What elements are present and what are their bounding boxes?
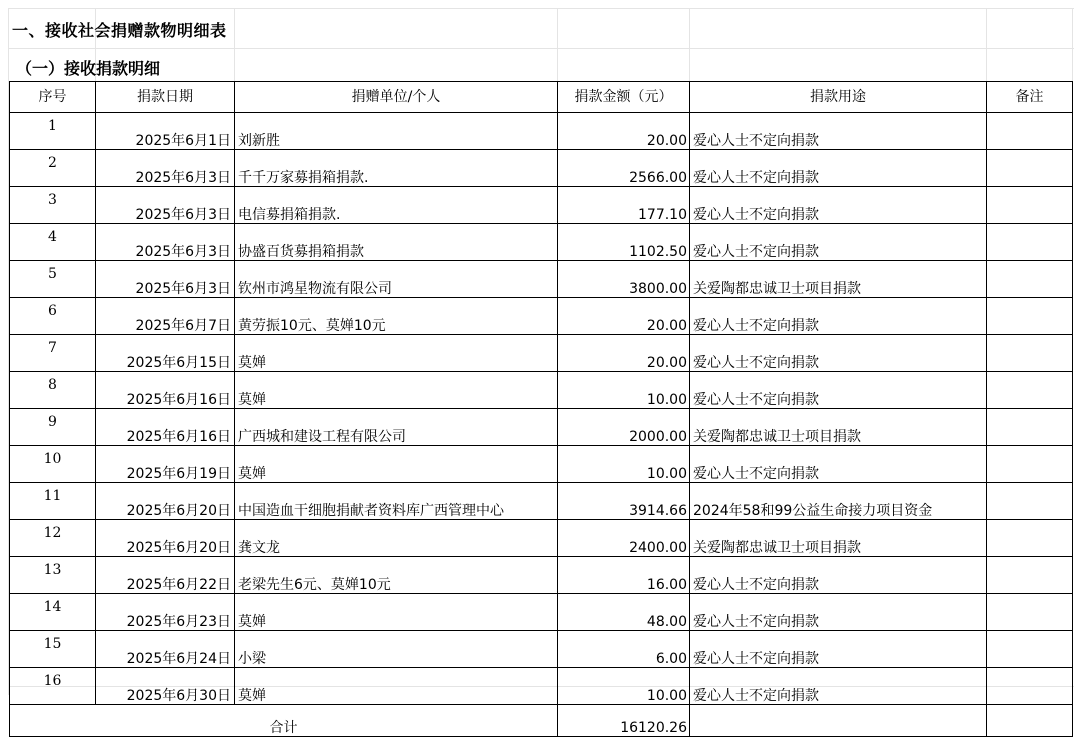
- donation-purpose: 爱心人士不定向捐款: [690, 668, 987, 705]
- donation-note: [987, 594, 1073, 631]
- section-subtitle: （一）接收捐款明细: [16, 59, 161, 78]
- row-number: 7: [10, 335, 96, 372]
- donor-name: 莫婵: [235, 668, 558, 705]
- donation-note: [987, 298, 1073, 335]
- table-row: [10, 446, 1073, 483]
- donation-amount: 2400.00: [558, 520, 690, 557]
- row-number: 5: [10, 261, 96, 298]
- donation-note: [987, 557, 1073, 594]
- donation-amount: 48.00: [558, 594, 690, 631]
- row-number: 8: [10, 372, 96, 409]
- donor-name: 黄劳振10元、莫婵10元: [235, 298, 558, 335]
- donation-purpose: 爱心人士不定向捐款: [690, 594, 987, 631]
- donation-amount: 3800.00: [558, 261, 690, 298]
- row-number: 6: [10, 298, 96, 335]
- donation-date: 2025年6月20日: [96, 483, 235, 520]
- column-header-amount: 捐款金额（元）: [558, 82, 690, 113]
- donation-note: [987, 261, 1073, 298]
- table-row: [10, 224, 1073, 261]
- table-row: [10, 557, 1073, 594]
- table-row: [10, 335, 1073, 372]
- donation-note: [987, 631, 1073, 668]
- row-number: 12: [10, 520, 96, 557]
- donation-amount: 20.00: [558, 298, 690, 335]
- row-number: 4: [10, 224, 96, 261]
- donation-date: 2025年6月3日: [96, 224, 235, 261]
- row-number: 2: [10, 150, 96, 187]
- donation-amount: 20.00: [558, 113, 690, 150]
- donation-date: 2025年6月16日: [96, 409, 235, 446]
- donation-note: [987, 335, 1073, 372]
- row-number: 13: [10, 557, 96, 594]
- row-number: 9: [10, 409, 96, 446]
- donation-date: 2025年6月24日: [96, 631, 235, 668]
- donor-name: 小梁: [235, 631, 558, 668]
- column-header-donor: 捐赠单位/个人: [235, 82, 558, 113]
- grid-line: [8, 48, 1074, 49]
- row-number: 11: [10, 483, 96, 520]
- row-number: 14: [10, 594, 96, 631]
- donor-name: 老梁先生6元、莫婵10元: [235, 557, 558, 594]
- donation-purpose: 爱心人士不定向捐款: [690, 557, 987, 594]
- donation-purpose: 爱心人士不定向捐款: [690, 372, 987, 409]
- table-row: [10, 372, 1073, 409]
- table-row: [10, 409, 1073, 446]
- donation-date: 2025年6月15日: [96, 335, 235, 372]
- grid-line: [8, 8, 1074, 9]
- total-purpose-empty: [690, 705, 987, 737]
- donor-name: 龚文龙: [235, 520, 558, 557]
- table-row: [10, 261, 1073, 298]
- donation-note: [987, 113, 1073, 150]
- donation-amount: 2000.00: [558, 409, 690, 446]
- donation-date: 2025年6月30日: [96, 668, 235, 705]
- table-row: [10, 483, 1073, 520]
- donor-name: 千千万家募捐箱捐款.: [235, 150, 558, 187]
- table-row: [10, 150, 1073, 187]
- donation-date: 2025年6月20日: [96, 520, 235, 557]
- column-header-date: 捐款日期: [96, 82, 235, 113]
- donor-name: 电信募捐箱捐款.: [235, 187, 558, 224]
- donation-amount: 3914.66: [558, 483, 690, 520]
- donation-amount: 6.00: [558, 631, 690, 668]
- table-row: [10, 298, 1073, 335]
- column-header-no: 序号: [10, 82, 96, 113]
- donation-purpose: 爱心人士不定向捐款: [690, 187, 987, 224]
- donor-name: 莫婵: [235, 335, 558, 372]
- donation-note: [987, 224, 1073, 261]
- donation-purpose: 爱心人士不定向捐款: [690, 150, 987, 187]
- donation-date: 2025年6月3日: [96, 261, 235, 298]
- total-label: 合计: [10, 705, 558, 737]
- donor-name: 莫婵: [235, 446, 558, 483]
- donation-purpose: 关爱陶都忠诚卫士项目捐款: [690, 409, 987, 446]
- donor-name: 莫婵: [235, 372, 558, 409]
- row-number: 3: [10, 187, 96, 224]
- donation-date: 2025年6月7日: [96, 298, 235, 335]
- donation-amount: 177.10: [558, 187, 690, 224]
- donation-note: [987, 187, 1073, 224]
- donation-amount: 20.00: [558, 335, 690, 372]
- donation-date: 2025年6月1日: [96, 113, 235, 150]
- table-row: [10, 113, 1073, 150]
- donation-purpose: 爱心人士不定向捐款: [690, 113, 987, 150]
- donation-purpose: 爱心人士不定向捐款: [690, 335, 987, 372]
- donation-amount: 16.00: [558, 557, 690, 594]
- table-row: [10, 631, 1073, 668]
- row-number: 15: [10, 631, 96, 668]
- table-header-row: [10, 82, 1073, 113]
- donation-note: [987, 520, 1073, 557]
- donor-name: 协盛百货募捐箱捐款: [235, 224, 558, 261]
- donation-amount: 1102.50: [558, 224, 690, 261]
- row-number: 1: [10, 113, 96, 150]
- donor-name: 钦州市鸿星物流有限公司: [235, 261, 558, 298]
- donation-purpose: 2024年58和99公益生命接力项目资金: [690, 483, 987, 520]
- table-row: [10, 187, 1073, 224]
- donation-note: [987, 483, 1073, 520]
- donation-purpose: 爱心人士不定向捐款: [690, 224, 987, 261]
- donation-table: [9, 81, 1073, 737]
- column-header-purpose: 捐款用途: [690, 82, 987, 113]
- donation-date: 2025年6月3日: [96, 150, 235, 187]
- donation-amount: 10.00: [558, 668, 690, 705]
- donation-purpose: 爱心人士不定向捐款: [690, 298, 987, 335]
- donation-amount: 2566.00: [558, 150, 690, 187]
- donor-name: 莫婵: [235, 594, 558, 631]
- donation-date: 2025年6月19日: [96, 446, 235, 483]
- column-header-note: 备注: [987, 82, 1073, 113]
- donation-purpose: 关爱陶都忠诚卫士项目捐款: [690, 520, 987, 557]
- row-number: 10: [10, 446, 96, 483]
- donation-note: [987, 409, 1073, 446]
- donation-date: 2025年6月23日: [96, 594, 235, 631]
- table-row: [10, 594, 1073, 631]
- sheet-title: 一、接收社会捐赠款物明细表: [12, 21, 227, 40]
- donation-amount: 10.00: [558, 446, 690, 483]
- total-amount: 16120.26: [558, 705, 690, 737]
- donation-purpose: 爱心人士不定向捐款: [690, 446, 987, 483]
- donation-date: 2025年6月3日: [96, 187, 235, 224]
- donation-note: [987, 668, 1073, 705]
- donation-amount: 10.00: [558, 372, 690, 409]
- donation-date: 2025年6月22日: [96, 557, 235, 594]
- donation-purpose: 关爱陶都忠诚卫士项目捐款: [690, 261, 987, 298]
- total-note-empty: [987, 705, 1073, 737]
- donor-name: 广西城和建设工程有限公司: [235, 409, 558, 446]
- donation-note: [987, 372, 1073, 409]
- table-row: [10, 520, 1073, 557]
- donor-name: 刘新胜: [235, 113, 558, 150]
- donation-date: 2025年6月16日: [96, 372, 235, 409]
- row-number: 16: [10, 668, 96, 705]
- donation-note: [987, 150, 1073, 187]
- donor-name: 中国造血干细胞捐献者资料库广西管理中心: [235, 483, 558, 520]
- donation-note: [987, 446, 1073, 483]
- donation-purpose: 爱心人士不定向捐款: [690, 631, 987, 668]
- table-row: [10, 668, 1073, 705]
- total-row: [10, 705, 1073, 737]
